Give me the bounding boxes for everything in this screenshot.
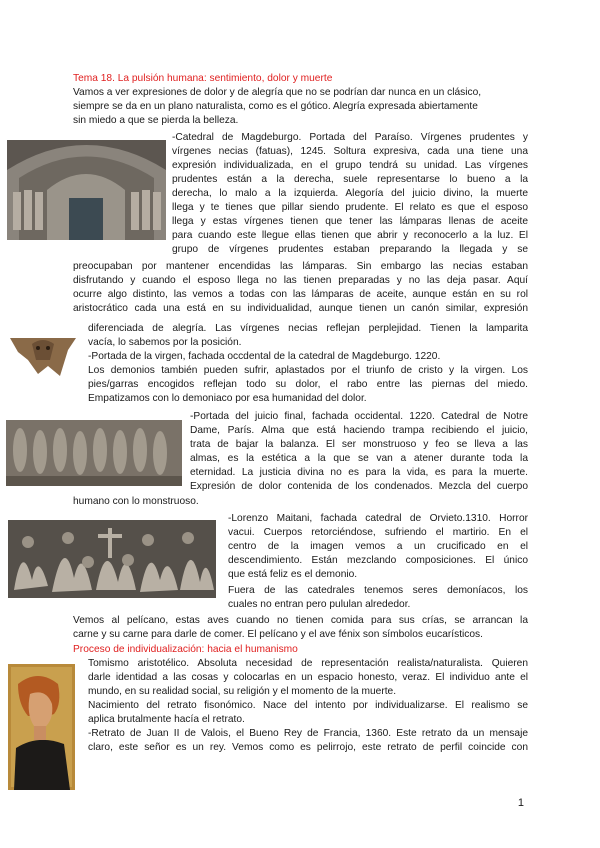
pelican-line: Vemos al pelícano, estas aves cuando no tienen comida para sus crías, se arrancan la <box>73 615 528 626</box>
magdeburg-line: expresión individualizada, en el grupo tendrá su unidad. Las vírgenes <box>172 160 528 171</box>
intro-line: sin miedo a que se pierda la belleza. <box>73 115 239 126</box>
notre-dame-cont-line: humano con lo monstruoso. <box>73 496 199 507</box>
orvieto-line: centro de la imagen vemos a un crucificado en el <box>228 541 528 552</box>
pelican-line: carne y su carne para darle de comer. El pelícano y el ave fénix son símbolos eucarísticos. <box>73 629 483 640</box>
juan-ii-portrait-image <box>8 664 75 790</box>
notre-dame-line: almas, es la estética a la que se van a atener durante toda la <box>190 453 528 464</box>
orvieto-line: vacui. Cuerpos retorciéndose, sufriendo el martirio. En el <box>228 527 528 538</box>
necias-line: vacía, lo sabemos por la posición. <box>88 337 242 348</box>
virgen-line: pies/garras encogidos reflejan todo su dolor, el rabo entre las piernas del miedo. <box>88 379 528 390</box>
orvieto-line: descendimiento. Están mezclando composiciones. El único <box>228 555 528 566</box>
intro-line: Vamos a ver expresiones de dolor y de alegría que no se podrían dar nunca en un clásico, <box>73 87 482 98</box>
magdeburg-cont-line: aristocrático cada una está en su individualidad, aunque tienen un canón similar, expresión <box>73 303 528 314</box>
intro-line: siempre se da en un plano naturalista, como es el gótico. Alegría expresada abiertamente <box>73 101 478 112</box>
magdeburg-line: -Catedral de Magdeburgo. Portada del Paraíso. Vírgenes prudentes y <box>172 132 528 143</box>
humanismo-line: -Retrato de Juan II de Valois, el Bueno Rey de Francia, 1360. Este retrato da un mensaje <box>88 728 528 739</box>
notre-dame-line: Dame, París. Alma que está haciendo trampa recibiendo el juicio, <box>190 425 528 436</box>
magdeburg-cont-line: preocupaban por mantener encendidas las lámparas. Sin embargo las necias estaban <box>73 261 528 272</box>
humanismo-line: Nacimiento del retrato fisonómico. Nace del intento por individualizarse. El realismo se <box>88 700 528 711</box>
orvieto-line: Fuera de las catedrales tenemos seres demoníacos, los <box>228 585 528 596</box>
orvieto-relief-image <box>8 520 216 598</box>
page-number: 1 <box>517 797 524 809</box>
virgen-line: Empatizamos con lo demoniaco por esa humanidad del dolor. <box>88 393 367 404</box>
magdeburg-line: para cuando este llegue ellas tienen que abrir y reconocerlo a la luz. El <box>172 230 528 241</box>
notre-dame-line: trata de bajar la balanza. El ser monstruoso y feo se lleva a las <box>190 439 528 450</box>
magdeburg-line: prudentes están a la derecha, suele representarse lo bueno a la <box>172 174 528 185</box>
humanismo-line: claro, este señor es un rey. Vemos como es pelirrojo, este retrato de perfil coincide con <box>88 742 528 753</box>
notre-dame-line: -Portada del juicio final, fachada occidental. 1220. Catedral de Notre <box>190 411 528 422</box>
necias-line: diferenciada de alegría. Las vírgenes necias reflejan perplejidad. Tienen la lamparita <box>88 323 528 334</box>
virgen-line: -Portada de la virgen, fachada occdental de la catedral de Magdeburgo. 1220. <box>88 351 441 362</box>
magdeburg-line: llega y te tienes que pillar siendo prudente. El relato es que el esposo <box>172 202 528 213</box>
notre-dame-relief-image <box>6 420 182 486</box>
magdeburg-line: grupo de vírgenes prudentes estaban preparando la llegada y se <box>172 244 528 255</box>
notre-dame-line: Expresión de dolor contenida de los condenados. Mezcla del cuerpo <box>190 481 528 492</box>
demon-sculpture-image <box>8 330 78 382</box>
section-title: Tema 18. La pulsión humana: sentimiento, dolor y muerte <box>73 73 333 84</box>
magdeburg-cont-line: ocurre algo distinto, las vemos a todas con las lámparas de aceite, aunque están en su rol <box>73 289 528 300</box>
humanismo-line: aplica brutalmente hacía el retrato. <box>88 714 245 725</box>
humanismo-line: mundo, en su realidad social, su religión y el momento de la muerte. <box>88 686 397 697</box>
humanismo-line: darle identidad a las cosas y colocarlas en un espacio honesto, veraz. El individuo ante el <box>88 672 528 683</box>
notre-dame-line: eternidad. La justicia divina no es para la vida, es para la muerte. <box>190 467 528 478</box>
humanismo-line: Tomismo aristotélico. Absoluta necesidad de representación realista/naturalista. Quieren <box>88 658 528 669</box>
magdeburg-line: vírgenes necias (fatuas), 1245. Soltura expresiva, cada una tiene una <box>172 146 528 157</box>
magdeburg-line: derecha, lo malo a la izquierda. Alegoría del juicio divino, la muerte <box>172 188 528 199</box>
magdeburg-cont-line: disfrutando y cuando el esposo llega no las tienen preparadas y no las deja pasar. Aquí <box>73 275 528 286</box>
orvieto-line: cuales no entran pero pululan alrededor. <box>228 599 411 610</box>
virgen-line: Los demonios también pueden sufrir, aplastados por el triunfo de cristo y la virgen. Los <box>88 365 528 376</box>
section-title-humanismo: Proceso de individualización: hacia el humanismo <box>73 644 298 655</box>
orvieto-line: -Lorenzo Maitani, fachada catedral de Orvieto.1310. Horror <box>228 513 528 524</box>
magdeburg-line: llega y estas vírgenes tienen que tener las lámparas llenas de aceite <box>172 216 528 227</box>
magdeburg-portal-image <box>7 140 166 240</box>
orvieto-line: que está feliz es el demonio. <box>228 569 358 580</box>
